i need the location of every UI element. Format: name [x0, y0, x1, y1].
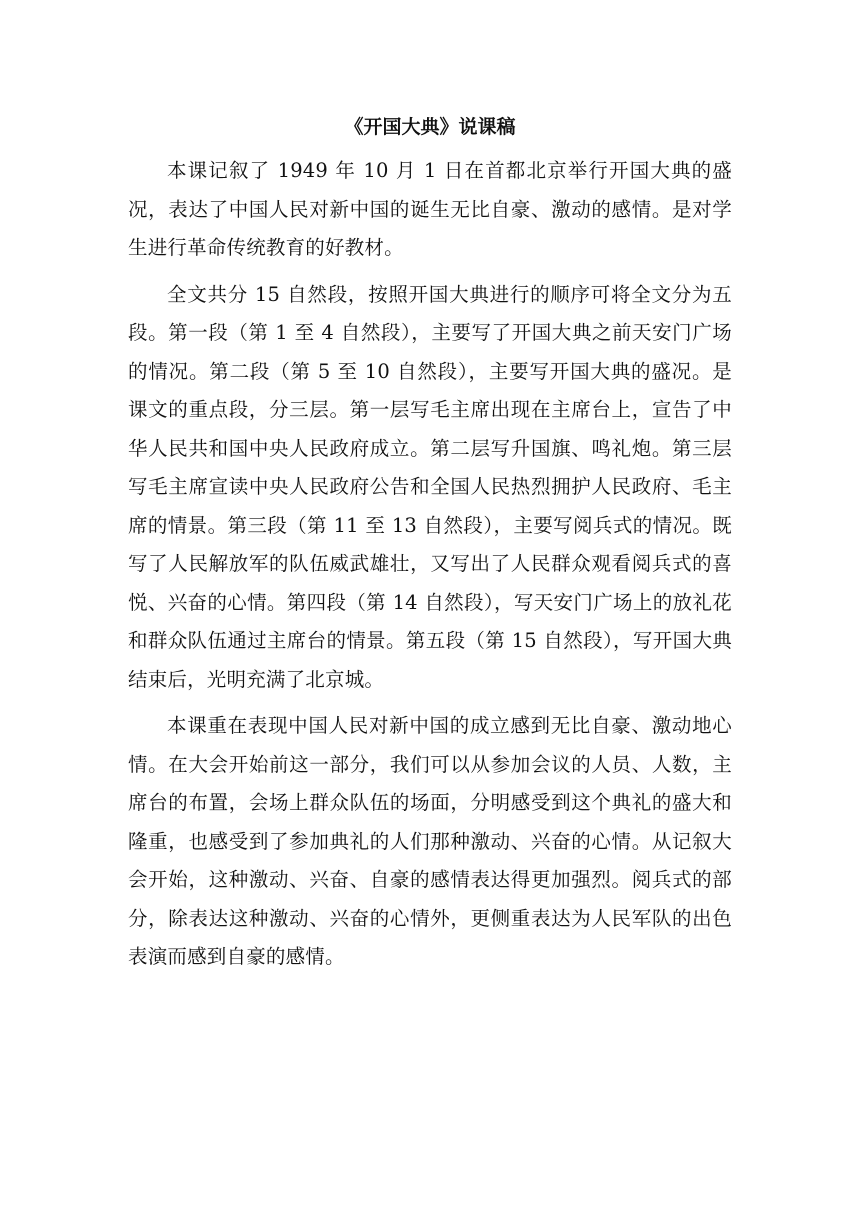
page-title: 《开国大典》说课稿	[344, 116, 516, 138]
paragraph-emphasis: 本课重在表现中国人民对新中国的成立感到无比自豪、激动地心情。在大会开始前这一部分，我们可以从参加会议的人员、人数，主席台的布置，会场上群众队伍的场面，分明感受到这个典礼的盛大和隆重，也感受到了参加典礼的人们那种激动、兴奋的心情。从记叙大会开始，这种激动、兴奋、自豪的感情表达得更加强烈。阅兵式的部分，除表达这种激动、兴奋的心情外，更侧重表达为人民军队的出色表演而感到自豪的感情。	[128, 714, 732, 968]
paragraph-structure: 全文共分 15 自然段，按照开国大典进行的顺序可将全文分为五段。第一段（第 1 至 4 自然段），主要写了开国大典之前天安门广场的情况。第二段（第 5 至 10 自然段），主要写开国大典的盛况。是课文的重点段，分三层。第一层写毛主席出现在主席台上，宣告了中华人民共和国中央人民政府成立。第二层写升国旗、鸣礼炮。第三层写毛主席宣读中央人民政府公告和全国人民热烈拥护人民政府、毛主席的情景。第三段（第 11 至 13 自然段），主要写阅兵式的情况。既写了人民解放军的队伍威武雄壮，又写出了人民群众观看阅兵式的喜悦、兴奋的心情。第四段（第 14 自然段），写天安门广场上的放礼花和群众队伍通过主席台的情景。第五段（第 15 自然段），写开国大典结束后，光明充满了北京城。	[128, 282, 732, 691]
paragraph-intro: 本课记叙了 1949 年 10 月 1 日在首都北京举行开国大典的盛况，表达了中国人民对新中国的诞生无比自豪、激动的感情。是对学生进行革命传统教育的好教材。	[128, 159, 732, 259]
document-body	[128, 152, 732, 985]
